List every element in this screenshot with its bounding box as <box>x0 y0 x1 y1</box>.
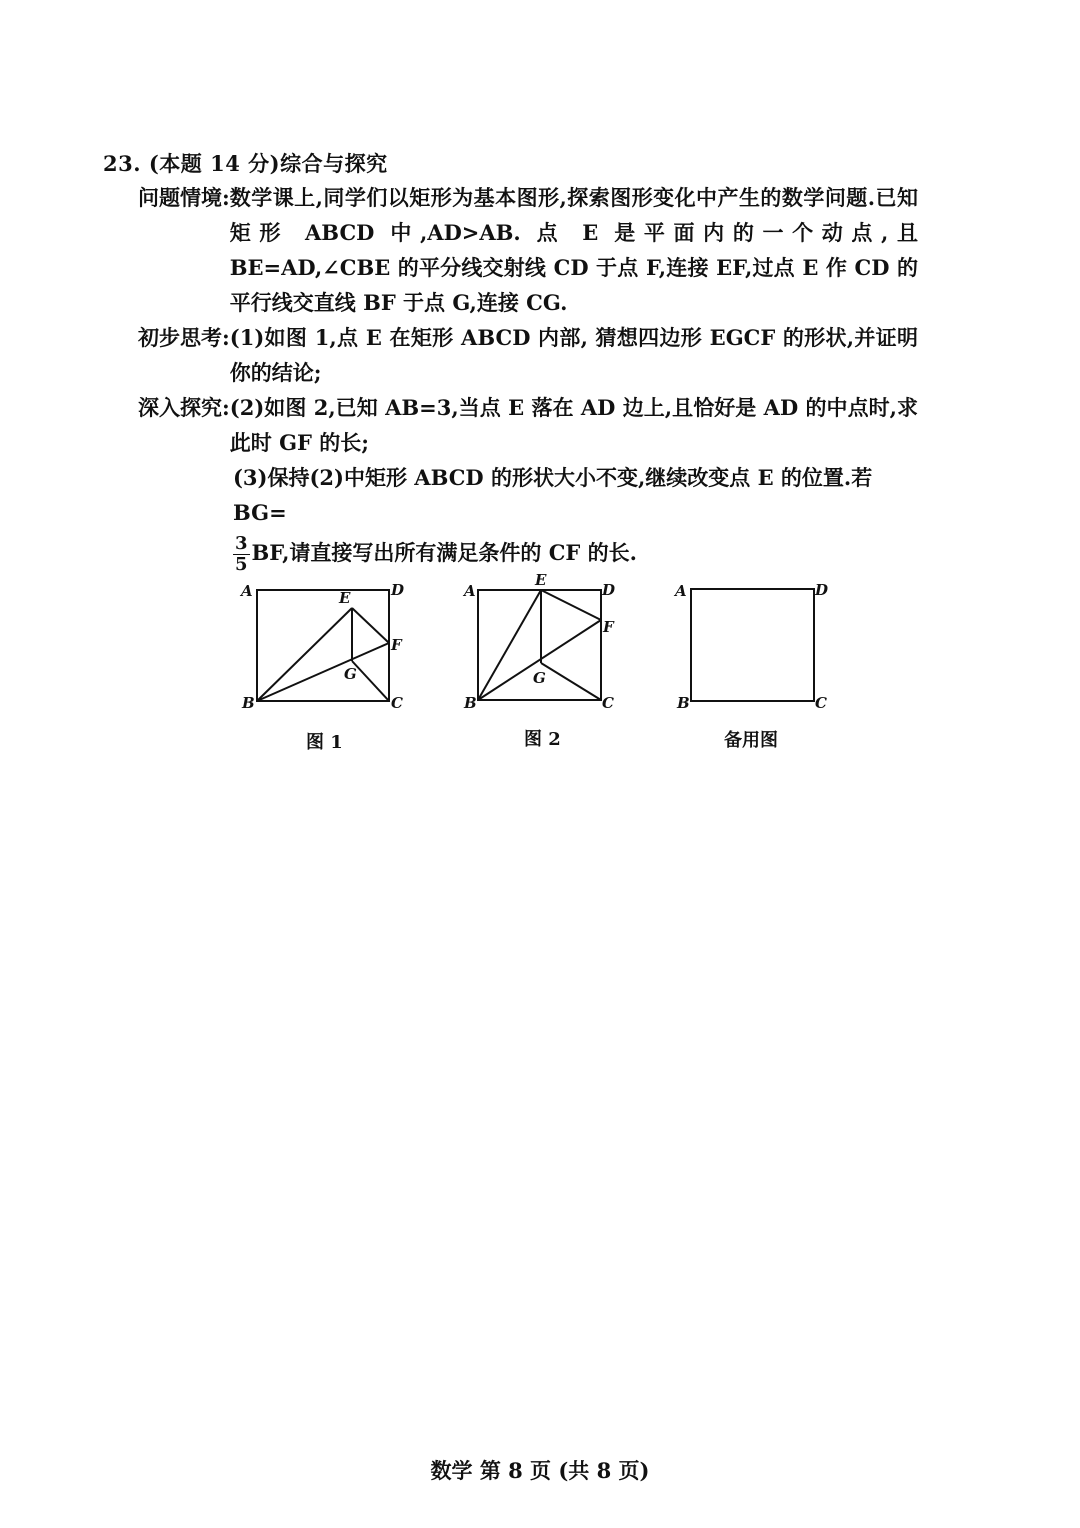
fig3-label-a: A <box>675 582 687 600</box>
fig1-rectangle-abcd <box>257 590 389 701</box>
fig2-label-b: B <box>464 694 477 712</box>
fig2-label-a: A <box>464 582 476 600</box>
fig3-label-b: B <box>677 694 690 712</box>
fig1-label-e: E <box>339 589 351 607</box>
part1-text: (1)如图 1,点 E 在矩形 ABCD 内部, 猜想四边形 EGCF 的形状,并证明你的结论; <box>229 325 918 385</box>
fraction-three-fifths <box>233 534 250 575</box>
fig2-label-e: E <box>535 571 547 589</box>
fig2-label-f: F <box>603 618 614 636</box>
fig2-label-g: G <box>533 669 546 687</box>
fig1-label-c: C <box>391 694 403 712</box>
fig3-rectangle-abcd <box>691 589 814 701</box>
fig3-caption: 备用图 <box>724 730 778 751</box>
fig1-segment-bf <box>257 643 389 701</box>
fig2-label-c: C <box>602 694 614 712</box>
page-footer: 数学 第 8 页 (共 8 页) <box>430 1458 650 1483</box>
fig1-label-a: A <box>241 582 253 600</box>
fig1-segment-be <box>257 608 352 701</box>
fig2-caption: 图 2 <box>524 729 561 750</box>
part2-text: (2)如图 2,已知 AB=3,当点 E 落在 AD 边上,且恰好是 AD 的中点时,求此时 GF 的长; <box>229 395 918 455</box>
part-1 <box>138 320 918 390</box>
fig1-caption: 图 1 <box>306 732 343 753</box>
fraction-numerator: 3 <box>235 533 248 554</box>
figure-1 <box>230 570 420 720</box>
part3-line-b <box>233 534 898 575</box>
part1-label: 初步思考: <box>138 325 230 350</box>
fig1-label-b: B <box>242 694 255 712</box>
fig2-label-d: D <box>602 581 616 599</box>
part-3 <box>233 460 898 575</box>
fig1-label-g: G <box>344 665 357 683</box>
fig2-segment-be <box>478 590 541 700</box>
figure-2 <box>455 570 625 720</box>
part3-line-a: (3)保持(2)中矩形 ABCD 的形状大小不变,继续改变点 E 的位置.若 BG= <box>233 465 873 525</box>
fig2-segment-gc <box>541 663 601 700</box>
figure-spare <box>665 570 845 720</box>
part3-text-b: BF,请直接写出所有满足条件的 CF 的长. <box>251 540 637 565</box>
fraction-denominator: 5 <box>235 554 248 575</box>
fig1-segment-ef <box>352 608 389 643</box>
fig1-segment-gc <box>352 661 389 701</box>
fig2-segment-ef <box>541 590 601 620</box>
context-text: 数学课上,同学们以矩形为基本图形,探索图形变化中产生的数学问题.已知矩形 ABCD 中,AD>AB. 点 E 是平面内的一个动点,且 BE=AD,∠CBE 的平分线交射线 CD 于点 F,连接 EF,过点 E 作 CD 的平行线交直线 BF 于点 G,连接 CG. <box>229 185 918 315</box>
fig1-label-f: F <box>391 636 402 654</box>
context-label: 问题情境: <box>138 185 230 210</box>
fig3-label-c: C <box>815 694 827 712</box>
fig3-label-d: D <box>815 581 829 599</box>
fig1-label-d: D <box>391 581 405 599</box>
problem-context <box>138 180 918 320</box>
question-title: 23. (本题 14 分)综合与探究 <box>103 151 388 176</box>
part-2 <box>138 390 918 460</box>
part2-label: 深入探究: <box>138 395 230 420</box>
